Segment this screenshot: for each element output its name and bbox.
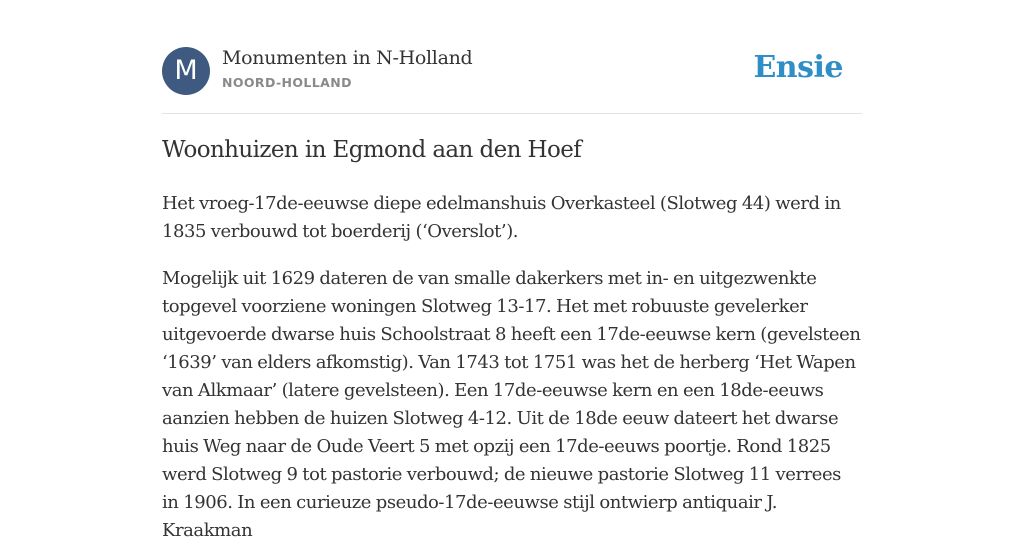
article-paragraph-1: Het vroeg-17de-eeuwse diepe edelmanshuis Overkasteel (Slotweg 44) werd in 1835 verbouwd tot boerderij (‘Overslot’). [162, 193, 841, 242]
site-title[interactable]: Monumenten in N-Holland [222, 47, 473, 69]
article-paragraph-2: Mogelijk uit 1629 dateren de van smalle dakerkers met in- en uitgezwenkte topgevel voorziene woningen Slotweg 13-17. Het met robuuste gevelerker uitgevoerde dwarse huis Schoolstraat 8 heeft een 17de-eeuwse kern (gevelsteen ‘1639’ van elders afkomstig). Van 1743 tot 1751 was het de herberg ‘Het Wapen van Alkmaar’ (latere gevelsteen). Een 17de-eeuwse kern en een 18de-eeuws aanzien hebben de huizen Slotweg 4-12. Uit de 18de eeuw dateert het dwarse huis Weg naar de Oude Veert 5 met opzij een 17de-eeuws poortje. Rond 1825 werd Slotweg 9 tot pastorie verbouwd; de nieuwe pastorie Slotweg 11 verrees in 1906. In een curieuze pseudo-17de-eeuwse stijl ontwierp antiquair J. Kraakman [162, 268, 861, 541]
header-divider [162, 113, 862, 114]
avatar[interactable]: M [162, 47, 210, 95]
brand-logo[interactable]: Ensie [753, 50, 843, 85]
site-subtitle[interactable]: NOORD-HOLLAND [222, 75, 352, 90]
article-title: Woonhuizen in Egmond aan den Hoef [162, 137, 582, 163]
header [162, 46, 862, 96]
